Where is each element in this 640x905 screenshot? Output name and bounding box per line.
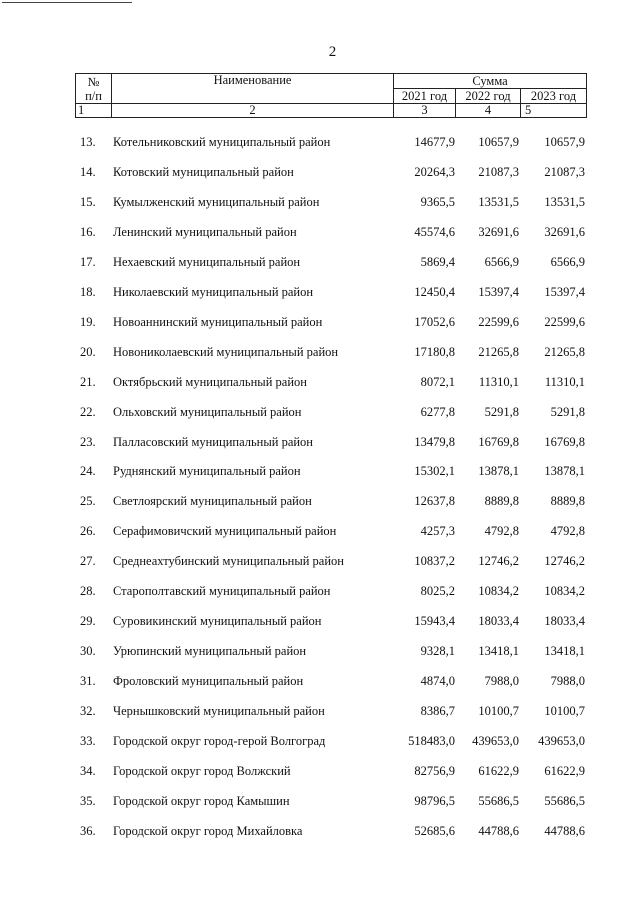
row-name: Ольховский муниципальный район [113, 404, 302, 419]
row-name: Котельниковский муниципальный район [113, 135, 331, 149]
page-number: 2 [328, 44, 337, 60]
value-2022: 7988,0 [484, 674, 519, 689]
row-name: Городской округ город-герой Волгоград [113, 734, 326, 748]
col-number-1: 1 [76, 104, 112, 118]
value-2023: 5291,8 [550, 404, 585, 419]
value-2023: 21087,3 [544, 164, 585, 179]
value-2022: 21265,8 [478, 344, 519, 359]
value-2021: 8072,1 [420, 374, 455, 389]
value-2022: 12746,2 [478, 554, 519, 569]
value-2022: 18033,4 [478, 614, 519, 629]
value-2023: 6566,9 [550, 254, 585, 269]
value-2023: 11310,1 [544, 374, 585, 389]
value-2023: 8889,8 [550, 494, 585, 509]
value-2021: 9328,1 [420, 644, 455, 659]
value-2021: 12637,8 [414, 494, 455, 509]
table-row [0, 313, 640, 331]
row-name: Новониколаевский муниципальный район [113, 344, 339, 359]
row-number: 34. [80, 763, 96, 778]
row-name: Фроловский муниципальный район [113, 674, 304, 689]
table-row [0, 193, 640, 211]
table-row [0, 373, 640, 391]
value-2021: 8386,7 [420, 704, 455, 719]
top-rule [2, 2, 132, 3]
col-number-2: 2 [112, 104, 394, 118]
value-2023: 10834,2 [544, 584, 585, 599]
value-2023: 22599,6 [544, 314, 585, 329]
table-row [0, 462, 640, 480]
value-2022: 4792,8 [484, 524, 519, 539]
value-2023: 439653,0 [538, 734, 585, 748]
row-name: Палласовский муниципальный район [113, 434, 313, 449]
value-2022: 439653,0 [472, 734, 519, 748]
col-number-3: 3 [394, 104, 456, 118]
table-row [0, 762, 640, 780]
value-2022: 5291,8 [484, 404, 519, 419]
row-name: Нехаевский муниципальный район [113, 254, 301, 269]
value-2023: 21265,8 [544, 344, 585, 359]
value-2023: 10100,7 [544, 704, 585, 719]
value-2021: 12450,4 [414, 284, 455, 299]
value-2023: 44788,6 [544, 823, 585, 838]
value-2023: 18033,4 [544, 614, 585, 629]
table-row [0, 253, 640, 271]
table-row [0, 552, 640, 570]
row-name: Городской округ город Волжский [113, 763, 291, 778]
value-2022: 6566,9 [484, 254, 519, 269]
year-2021-header: 2021 год [394, 89, 456, 104]
value-2022: 32691,6 [478, 224, 519, 239]
row-name: Серафимовичский муниципальный район [113, 524, 337, 539]
value-2021: 52685,6 [414, 823, 455, 838]
value-2022: 13418,1 [478, 644, 519, 659]
value-2023: 7988,0 [550, 674, 585, 689]
row-name: Николаевский муниципальный район [113, 284, 314, 299]
table-row [0, 522, 640, 540]
row-number: 23. [80, 434, 96, 449]
value-2023: 13878,1 [544, 464, 585, 479]
table-row [0, 642, 640, 660]
row-number: 13. [80, 135, 96, 149]
value-2021: 15302,1 [414, 464, 455, 479]
table-row [0, 343, 640, 361]
table-row [0, 732, 640, 750]
value-2022: 10834,2 [478, 584, 519, 599]
col-number-5: 5 [521, 104, 587, 118]
value-2022: 21087,3 [478, 164, 519, 179]
value-2021: 5869,4 [420, 254, 455, 269]
value-2021: 14677,9 [414, 135, 455, 149]
value-2022: 8889,8 [484, 494, 519, 509]
value-2022: 13531,5 [478, 194, 519, 209]
value-2023: 16769,8 [544, 434, 585, 449]
value-2022: 15397,4 [478, 284, 519, 299]
value-2022: 13878,1 [478, 464, 519, 479]
table-row [0, 223, 640, 241]
row-number: 26. [80, 524, 96, 539]
row-number: 33. [80, 734, 96, 748]
row-number: 21. [80, 374, 96, 389]
value-2022: 55686,5 [478, 793, 519, 808]
value-2022: 61622,9 [478, 763, 519, 778]
value-2023: 55686,5 [544, 793, 585, 808]
year-2023-header: 2023 год [521, 89, 587, 104]
num-column-header: № п/п [76, 74, 112, 104]
row-number: 32. [80, 704, 96, 719]
value-2022: 16769,8 [478, 434, 519, 449]
row-number: 29. [80, 614, 96, 629]
row-name: Новоаннинский муниципальный район [113, 314, 323, 329]
value-2023: 15397,4 [544, 284, 585, 299]
row-name: Суровикинский муниципальный район [113, 614, 322, 629]
row-number: 15. [80, 194, 96, 209]
row-number: 14. [80, 164, 96, 179]
value-2023: 13531,5 [544, 194, 585, 209]
row-name: Среднеахтубинский муниципальный район [113, 554, 344, 569]
value-2021: 8025,2 [420, 584, 455, 599]
row-number: 24. [80, 464, 96, 479]
row-number: 28. [80, 584, 96, 599]
row-name: Котовский муниципальный район [113, 164, 294, 179]
value-2023: 10657,9 [544, 135, 585, 149]
row-name: Чернышковский муниципальный район [113, 704, 325, 719]
value-2021: 6277,8 [420, 404, 455, 419]
table-header [75, 73, 587, 118]
value-2021: 15943,4 [414, 614, 455, 629]
row-name: Руднянский муниципальный район [113, 464, 301, 479]
value-2021: 13479,8 [414, 434, 455, 449]
row-number: 35. [80, 793, 96, 808]
row-name: Старополтавский муниципальный район [113, 584, 331, 599]
row-name: Городской округ город Михайловка [113, 823, 303, 838]
row-name: Ленинский муниципальный район [113, 224, 297, 239]
value-2022: 44788,6 [478, 823, 519, 838]
table-row [0, 283, 640, 301]
table-row [0, 133, 640, 151]
table-row [0, 612, 640, 630]
table-row [0, 792, 640, 810]
row-number: 31. [80, 674, 96, 689]
value-2021: 17052,6 [414, 314, 455, 329]
value-2022: 22599,6 [478, 314, 519, 329]
row-number: 30. [80, 644, 96, 659]
value-2023: 12746,2 [544, 554, 585, 569]
row-number: 20. [80, 344, 96, 359]
value-2021: 518483,0 [408, 734, 455, 748]
row-number: 36. [80, 823, 96, 838]
value-2022: 10100,7 [478, 704, 519, 719]
value-2021: 98796,5 [414, 793, 455, 808]
name-column-header: Наименование [112, 74, 394, 104]
value-2023: 32691,6 [544, 224, 585, 239]
table-row [0, 702, 640, 720]
sum-column-header: Сумма [394, 74, 587, 89]
row-name: Октябрьский муниципальный район [113, 374, 307, 389]
value-2021: 45574,6 [414, 224, 455, 239]
row-number: 17. [80, 254, 96, 269]
value-2021: 4257,3 [420, 524, 455, 539]
table-row [0, 672, 640, 690]
row-number: 27. [80, 554, 96, 569]
value-2021: 4874,0 [420, 674, 455, 689]
table-row [0, 403, 640, 421]
row-name: Кумылженский муниципальный район [113, 194, 320, 209]
row-name: Городской округ город Камышин [113, 793, 290, 808]
value-2023: 13418,1 [544, 644, 585, 659]
col-number-4: 4 [456, 104, 521, 118]
row-number: 18. [80, 284, 96, 299]
table-row [0, 822, 640, 840]
value-2021: 9365,5 [420, 194, 455, 209]
row-name: Светлоярский муниципальный район [113, 494, 312, 509]
row-number: 16. [80, 224, 96, 239]
value-2021: 10837,2 [414, 554, 455, 569]
table-row [0, 163, 640, 181]
value-2022: 11310,1 [478, 374, 519, 389]
value-2023: 61622,9 [544, 763, 585, 778]
value-2021: 20264,3 [414, 164, 455, 179]
row-number: 19. [80, 314, 96, 329]
table-row [0, 433, 640, 451]
year-2022-header: 2022 год [456, 89, 521, 104]
value-2021: 82756,9 [414, 763, 455, 778]
row-name: Урюпинский муниципальный район [113, 644, 307, 659]
value-2022: 10657,9 [478, 135, 519, 149]
row-number: 22. [80, 404, 96, 419]
value-2021: 17180,8 [414, 344, 455, 359]
table-row [0, 492, 640, 510]
table-row [0, 582, 640, 600]
row-number: 25. [80, 494, 96, 509]
value-2023: 4792,8 [550, 524, 585, 539]
